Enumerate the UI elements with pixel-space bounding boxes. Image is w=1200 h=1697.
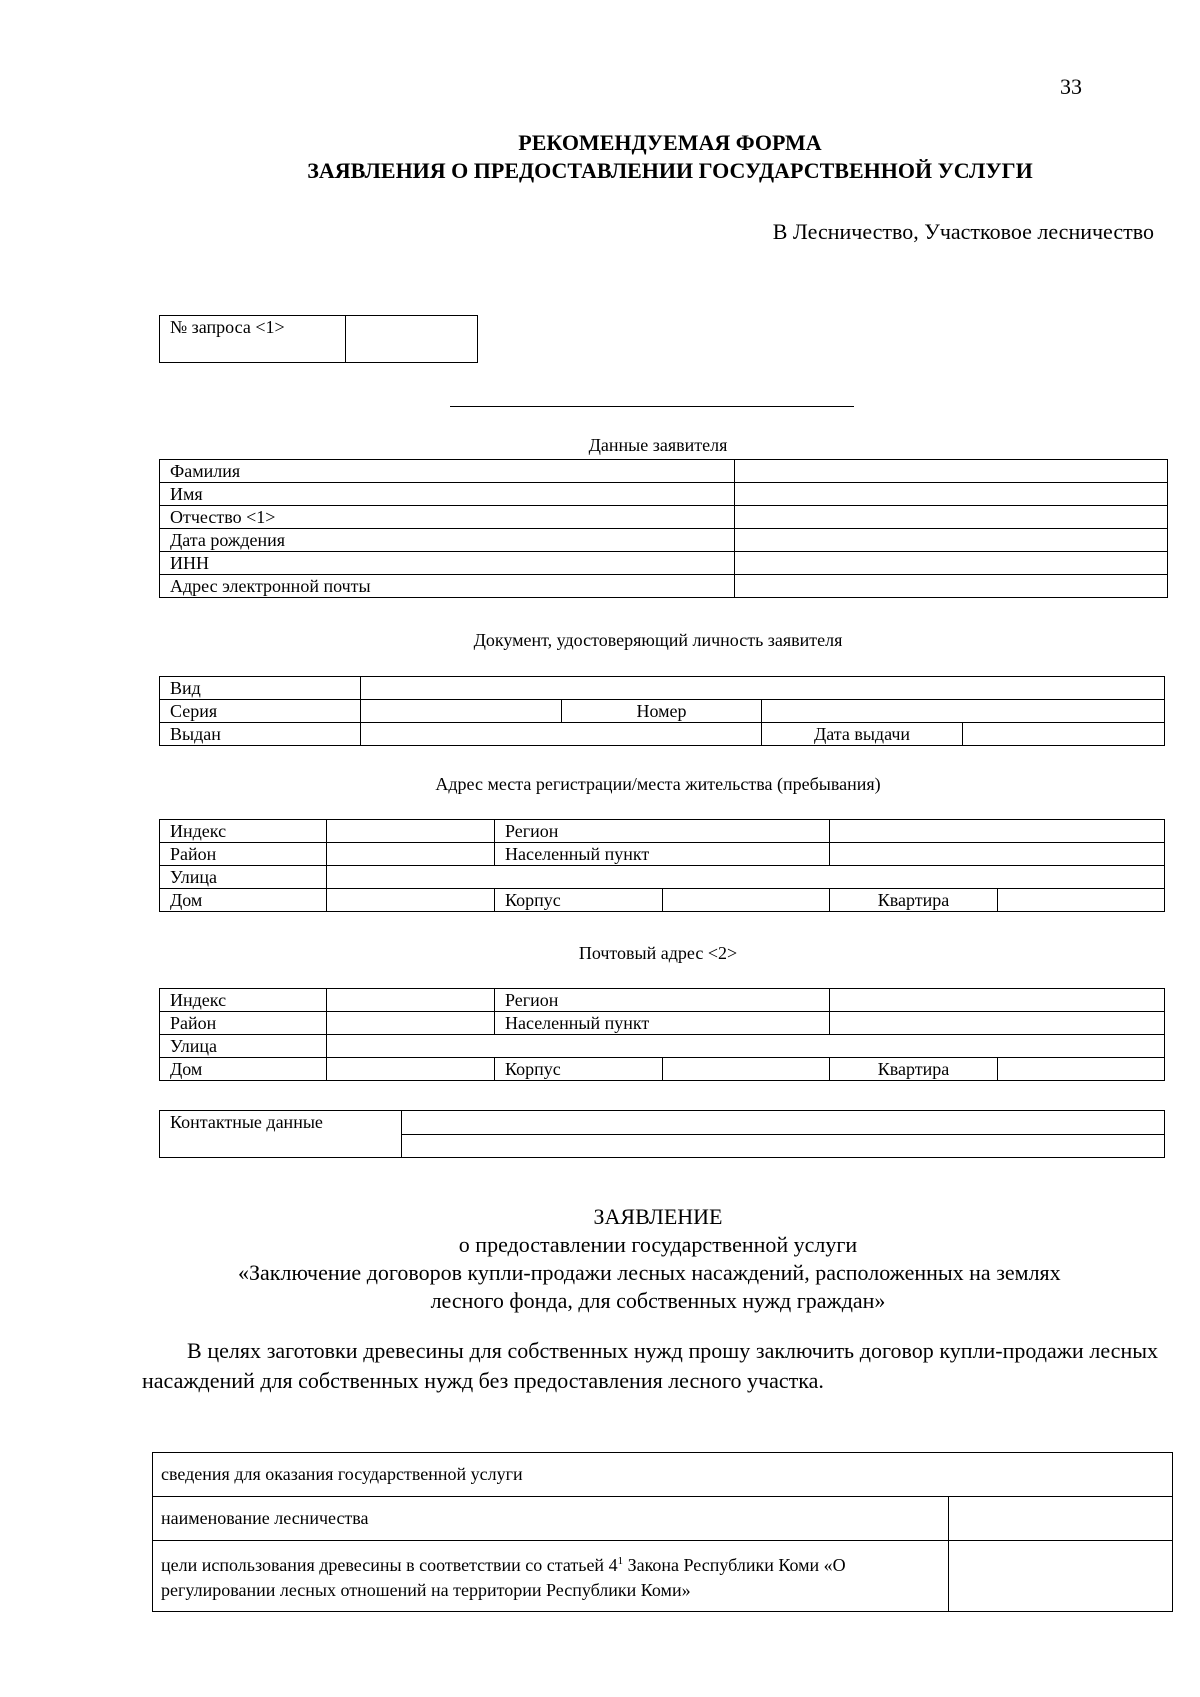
doc-series-label: Серия bbox=[160, 700, 361, 723]
page-number: 33 bbox=[1060, 74, 1082, 99]
identity-caption: Документ, удостоверяющий личность заявителя bbox=[473, 630, 843, 650]
reg-apartment-label: Квартира bbox=[830, 889, 998, 912]
form-title-line-1: РЕКОМЕНДУЕМАЯ ФОРМА bbox=[518, 130, 822, 155]
registration-address-caption: Адрес места регистрации/места жительства (пребывания) bbox=[435, 774, 881, 794]
birth-date-label: Дата рождения bbox=[160, 529, 735, 552]
post-apartment-field[interactable] bbox=[998, 1058, 1165, 1081]
post-index-field[interactable] bbox=[327, 989, 495, 1012]
inn-field[interactable] bbox=[735, 552, 1168, 575]
reg-locality-field[interactable] bbox=[830, 843, 1165, 866]
post-house-label: Дом bbox=[160, 1058, 327, 1081]
reg-house-label: Дом bbox=[160, 889, 327, 912]
identity-table bbox=[159, 676, 1165, 746]
post-building-field[interactable] bbox=[663, 1058, 830, 1081]
service-info-table bbox=[152, 1452, 1173, 1612]
reg-apartment-field[interactable] bbox=[998, 889, 1165, 912]
post-district-field[interactable] bbox=[327, 1012, 495, 1035]
statement-subtitle-3: лесного фонда, для собственных нужд граждан» bbox=[430, 1288, 886, 1313]
doc-number-field[interactable] bbox=[762, 700, 1165, 723]
reg-locality-label: Населенный пункт bbox=[495, 843, 830, 866]
inn-label: ИНН bbox=[160, 552, 735, 575]
reg-index-field[interactable] bbox=[327, 820, 495, 843]
patronymic-field[interactable] bbox=[735, 506, 1168, 529]
post-region-field[interactable] bbox=[830, 989, 1165, 1012]
reg-region-label: Регион bbox=[495, 820, 830, 843]
reg-region-field[interactable] bbox=[830, 820, 1165, 843]
doc-kind-field[interactable] bbox=[361, 677, 1165, 700]
reg-building-field[interactable] bbox=[663, 889, 830, 912]
post-index-label: Индекс bbox=[160, 989, 327, 1012]
post-locality-field[interactable] bbox=[830, 1012, 1165, 1035]
statement-subtitle-1: о предоставлении государственной услуги bbox=[458, 1232, 858, 1257]
reg-building-label: Корпус bbox=[495, 889, 663, 912]
doc-number-label: Номер bbox=[562, 700, 762, 723]
service-info-header: сведения для оказания государственной услуги bbox=[153, 1453, 1173, 1497]
post-house-field[interactable] bbox=[327, 1058, 495, 1081]
email-label: Адрес электронной почты bbox=[160, 575, 735, 598]
doc-kind-label: Вид bbox=[160, 677, 361, 700]
email-field[interactable] bbox=[735, 575, 1168, 598]
doc-issue-date-field[interactable] bbox=[963, 723, 1165, 746]
surname-field[interactable] bbox=[735, 460, 1168, 483]
postal-address-caption: Почтовый адрес <2> bbox=[578, 943, 738, 963]
request-number-label: № запроса <1> bbox=[160, 316, 346, 363]
reg-street-label: Улица bbox=[160, 866, 327, 889]
doc-issued-by-label: Выдан bbox=[160, 723, 361, 746]
post-apartment-label: Квартира bbox=[830, 1058, 998, 1081]
form-title-line-2: ЗАЯВЛЕНИЯ О ПРЕДОСТАВЛЕНИИ ГОСУДАРСТВЕННОЙ УСЛУГИ bbox=[307, 158, 1033, 183]
applicant-table bbox=[159, 459, 1168, 598]
contacts-field-1[interactable] bbox=[402, 1111, 1165, 1135]
wood-purpose-field[interactable] bbox=[949, 1541, 1173, 1612]
contacts-label: Контактные данные bbox=[160, 1111, 402, 1158]
post-street-label: Улица bbox=[160, 1035, 327, 1058]
doc-issue-date-label: Дата выдачи bbox=[762, 723, 963, 746]
reg-district-label: Район bbox=[160, 843, 327, 866]
first-name-label: Имя bbox=[160, 483, 735, 506]
contacts-field-2[interactable] bbox=[402, 1134, 1165, 1158]
post-region-label: Регион bbox=[495, 989, 830, 1012]
forestry-name-label: наименование лесничества bbox=[153, 1497, 949, 1541]
doc-series-field[interactable] bbox=[361, 700, 562, 723]
statement-subtitle-2: «Заключение договоров купли-продажи лесных насаждений, расположенных на землях bbox=[238, 1260, 1061, 1285]
statement-title: ЗАЯВЛЕНИЕ bbox=[593, 1204, 723, 1229]
wood-purpose-label: цели использования древесины в соответствии со статьей $4^1$ Закона Республики Коми «О регулировании лесных отношений на территории Республики Коми» bbox=[153, 1541, 949, 1612]
addressee: В Лесничество, Участковое лесничество bbox=[772, 219, 1154, 244]
applicant-caption: Данные заявителя bbox=[588, 435, 728, 455]
first-name-field[interactable] bbox=[735, 483, 1168, 506]
post-locality-label: Населенный пункт bbox=[495, 1012, 830, 1035]
signature-line bbox=[450, 406, 854, 407]
postal-address-table bbox=[159, 988, 1165, 1081]
registration-address-table bbox=[159, 819, 1165, 912]
birth-date-field[interactable] bbox=[735, 529, 1168, 552]
forestry-name-field[interactable] bbox=[949, 1497, 1173, 1541]
reg-index-label: Индекс bbox=[160, 820, 327, 843]
post-building-label: Корпус bbox=[495, 1058, 663, 1081]
request-number-table bbox=[159, 315, 478, 363]
doc-issued-by-field[interactable] bbox=[361, 723, 762, 746]
post-district-label: Район bbox=[160, 1012, 327, 1035]
contacts-table bbox=[159, 1110, 1165, 1158]
post-street-field[interactable] bbox=[327, 1035, 1165, 1058]
patronymic-label: Отчество <1> bbox=[160, 506, 735, 529]
statement-body: В целях заготовки древесины для собственных нужд прошу заключить договор купли-продажи лесных насаждений для собственных нужд без предоставления лесного участка. bbox=[142, 1338, 1158, 1393]
reg-street-field[interactable] bbox=[327, 866, 1165, 889]
reg-house-field[interactable] bbox=[327, 889, 495, 912]
reg-district-field[interactable] bbox=[327, 843, 495, 866]
request-number-field[interactable] bbox=[346, 316, 478, 363]
surname-label: Фамилия bbox=[160, 460, 735, 483]
